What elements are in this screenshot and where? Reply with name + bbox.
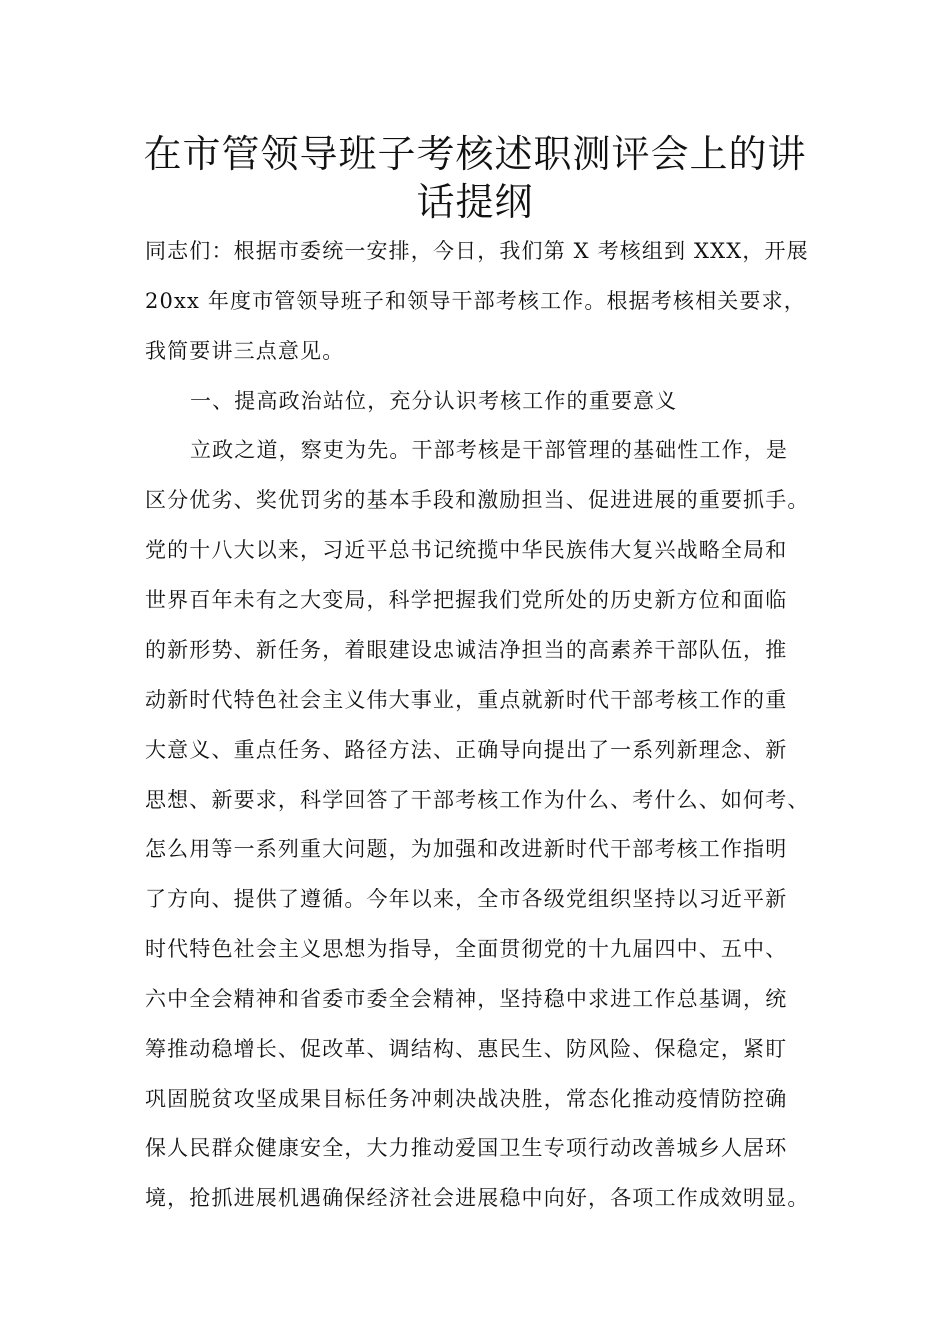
body-line: 区分优劣、奖优罚劣的基本手段和激励担当、促进进展的重要抓手。 bbox=[145, 488, 810, 512]
body-line: 时代特色社会主义思想为指导，全面贯彻党的十九届四中、五中、 bbox=[145, 937, 788, 961]
body-line: 立政之道，察吏为先。干部考核是干部管理的基础性工作，是 bbox=[190, 438, 789, 462]
body-line: 世界百年未有之大变局，科学把握我们党所处的历史新方位和面临 bbox=[145, 588, 788, 612]
body-line: 保人民群众健康安全，大力推动爱国卫生专项行动改善城乡人居环 bbox=[145, 1136, 788, 1160]
document-title-line-2: 话提纲 bbox=[416, 180, 534, 224]
document-title-line-1: 在市管领导班子考核述职测评会上的讲 bbox=[143, 132, 807, 176]
body-line: 的新形势、新任务，着眼建设忠诚洁净担当的高素养干部队伍，推 bbox=[145, 638, 788, 662]
body-line: 了方向、提供了遵循。今年以来，全市各级党组织坚持以习近平新 bbox=[145, 887, 788, 911]
body-line: 大意义、重点任务、路径方法、正确导向提出了一系列新理念、新 bbox=[145, 738, 788, 762]
body-line: 怎么用等一系列重大问题，为加强和改进新时代干部考核工作指明 bbox=[145, 837, 788, 861]
body-line: 巩固脱贫攻坚成果目标任务冲刺决战决胜，常态化推动疫情防控确 bbox=[145, 1087, 788, 1111]
body-line: 我简要讲三点意见。 bbox=[145, 339, 345, 363]
body-line: 动新时代特色社会主义伟大事业，重点就新时代干部考核工作的重 bbox=[145, 688, 788, 712]
body-line: 六中全会精神和省委市委全会精神，坚持稳中求进工作总基调，统 bbox=[145, 987, 788, 1011]
body-line: 思想、新要求，科学回答了干部考核工作为什么、考什么、如何考、 bbox=[145, 788, 810, 812]
body-line: 同志们：根据市委统一安排，今日，我们第 X 考核组到 XXX，开展 bbox=[145, 239, 809, 263]
body-line: 境，抢抓进展机遇确保经济社会进展稳中向好，各项工作成效明显。 bbox=[145, 1186, 810, 1210]
body-line: 20xx 年度市管领导班子和领导干部考核工作。根据考核相关要求， bbox=[145, 289, 806, 313]
body-line: 党的十八大以来，习近平总书记统揽中华民族伟大复兴战略全局和 bbox=[145, 538, 788, 562]
body-line: 筹推动稳增长、促改革、调结构、惠民生、防风险、保稳定，紧盯 bbox=[145, 1037, 788, 1061]
section-heading: 一、提高政治站位，充分认识考核工作的重要意义 bbox=[190, 389, 678, 413]
